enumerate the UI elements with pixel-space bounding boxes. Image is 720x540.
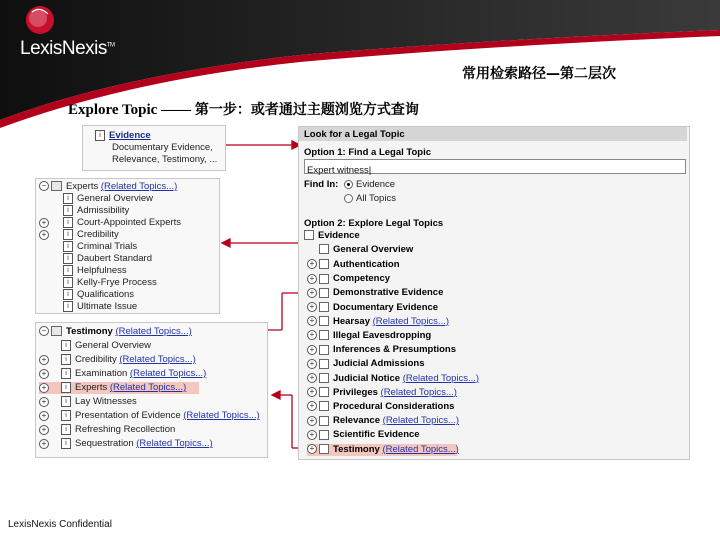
expand-icon[interactable]: +	[307, 330, 317, 340]
expand-icon[interactable]: +	[307, 316, 317, 326]
related-topics-link[interactable]: (Related Topics...)	[402, 372, 480, 384]
tree-item[interactable]	[39, 229, 119, 241]
tree-item-label: Relevance	[333, 415, 381, 427]
tree-item-label: Competency	[333, 273, 391, 285]
tree-item[interactable]	[39, 193, 153, 205]
tree-item-label: Inferences & Presumptions	[333, 344, 457, 356]
spacer	[39, 290, 49, 300]
footer-confidential: LexisNexis Confidential	[8, 519, 112, 530]
folder-icon	[51, 326, 62, 336]
tree-item-label: Authentication	[333, 259, 400, 270]
panel-heading: Look for a Legal Topic	[304, 129, 405, 140]
related-topics-link[interactable]: (Related Topics...)	[100, 181, 178, 192]
expand-icon[interactable]: +	[307, 430, 317, 440]
spacer	[39, 206, 49, 216]
checkbox-icon[interactable]	[319, 401, 329, 411]
folder-icon	[51, 181, 62, 191]
tree-item[interactable]	[39, 265, 127, 277]
collapse-icon[interactable]: −	[39, 181, 49, 191]
expand-icon[interactable]: +	[39, 230, 49, 240]
related-topics-link[interactable]: (Related Topics...)	[129, 368, 207, 380]
tree-item-label: Daubert Standard	[77, 253, 152, 265]
document-icon: i	[63, 301, 73, 312]
tree-item-label: Ultimate Issue	[77, 301, 138, 313]
document-icon: i	[63, 253, 73, 264]
checkbox-icon[interactable]	[319, 373, 329, 383]
tree-item[interactable]	[39, 217, 181, 229]
tree-item-label: Judicial Notice	[333, 372, 401, 384]
spacer	[39, 266, 49, 276]
tree-item[interactable]	[39, 396, 137, 408]
radio-evidence[interactable]: Evidence	[344, 179, 395, 191]
tree-item[interactable]	[307, 259, 400, 271]
testimony-tree-panel	[35, 322, 268, 458]
expand-icon[interactable]: +	[307, 274, 317, 284]
expand-icon[interactable]: +	[307, 401, 317, 411]
tree-item[interactable]	[39, 253, 152, 265]
evidence-link[interactable]: Evidence	[109, 130, 151, 142]
tree-item-label: Credibility	[75, 354, 117, 366]
expand-icon[interactable]: +	[307, 416, 317, 426]
checkbox-icon[interactable]	[319, 444, 329, 454]
summary-line-1: Documentary Evidence,	[112, 142, 213, 153]
radio-selected-icon[interactable]	[344, 180, 353, 189]
tree-item[interactable]	[307, 273, 390, 285]
legal-topic-panel	[298, 126, 690, 460]
expand-icon[interactable]: +	[307, 359, 317, 369]
tree-item[interactable]	[39, 301, 137, 313]
tree-item[interactable]	[39, 340, 151, 352]
topic-search-input[interactable]: Expert witness|	[304, 159, 686, 174]
checkbox-icon[interactable]	[319, 387, 329, 397]
checkbox-icon[interactable]	[319, 302, 329, 312]
collapse-icon[interactable]: −	[39, 326, 49, 336]
checkbox-icon[interactable]	[319, 274, 329, 284]
expand-icon[interactable]: +	[307, 302, 317, 312]
checkbox-icon[interactable]	[319, 359, 329, 369]
document-icon: i	[61, 382, 71, 393]
tree-item[interactable]	[307, 401, 454, 413]
subtitle: Explore Topic —— 第一步：或者通过主题浏览方式查询	[68, 102, 419, 118]
document-icon: i	[61, 424, 71, 435]
tree-root-testimony[interactable]: − Testimony (Related Topics...)	[39, 326, 192, 338]
checkbox-icon[interactable]	[319, 244, 329, 254]
tree-item[interactable]	[307, 358, 425, 370]
tree-item[interactable]	[39, 368, 206, 380]
tree-item-label: General Overview	[77, 193, 154, 205]
brand-name: LexisNexis™	[20, 38, 115, 59]
related-topics-link[interactable]: (Related Topics...)	[380, 386, 457, 398]
tree-item-label: Privileges	[333, 386, 378, 398]
spacer	[39, 242, 49, 252]
tree-item[interactable]	[39, 382, 199, 394]
checkbox-icon[interactable]	[319, 330, 329, 340]
related-topics-link[interactable]: (Related Topics...)	[183, 410, 260, 422]
checkbox-icon[interactable]	[319, 430, 329, 440]
expand-icon[interactable]: +	[307, 373, 317, 383]
tree-item-label: Scientific Evidence	[333, 429, 420, 441]
checkbox-icon[interactable]	[319, 416, 329, 426]
expand-icon[interactable]: +	[39, 369, 49, 379]
summary-line-2: Relevance, Testimony, ...	[112, 154, 218, 165]
tree-item-label: Documentary Evidence	[333, 301, 439, 313]
tree-item-label: Demonstrative Evidence	[333, 287, 444, 299]
tree-item[interactable]	[307, 444, 457, 456]
spacer	[39, 194, 49, 204]
tree-item-label: Procedural Considerations	[333, 401, 455, 412]
tree-item[interactable]	[307, 316, 449, 328]
tree-item-label: Refreshing Recollection	[75, 424, 176, 436]
checkbox-icon[interactable]	[319, 288, 329, 298]
expand-icon[interactable]: +	[39, 439, 49, 449]
document-icon: i	[63, 193, 73, 204]
tree-item[interactable]	[307, 302, 438, 314]
tree-item-label: Admissibility	[77, 205, 130, 217]
tree-item-label: General Overview	[75, 340, 152, 352]
checkbox-icon[interactable]	[319, 316, 329, 326]
tree-item-label: Examination	[75, 368, 128, 380]
expand-icon[interactable]: +	[307, 444, 317, 454]
related-topics-link[interactable]: (Related Topics...)	[115, 326, 192, 337]
expand-icon[interactable]: +	[39, 218, 49, 228]
tree-item[interactable]	[307, 330, 431, 342]
related-topics-link[interactable]: (Related Topics...)	[372, 315, 450, 327]
document-icon: i	[61, 396, 71, 407]
document-icon: i	[63, 205, 73, 216]
expand-icon[interactable]: +	[39, 355, 49, 365]
expand-icon[interactable]: +	[39, 397, 49, 407]
document-icon: i	[63, 265, 73, 276]
document-icon: i	[63, 217, 73, 228]
tree-item[interactable]	[307, 287, 443, 299]
document-icon: i	[61, 354, 71, 365]
document-icon: i	[61, 340, 71, 351]
slide-title: 常用检索路径—第二层次	[462, 66, 616, 82]
document-icon: i	[63, 229, 73, 240]
tree-item-label: Judicial Admissions	[333, 358, 425, 370]
tree-root-experts[interactable]: − Experts (Related Topics...)	[39, 181, 177, 193]
tree-item-label: Lay Witnesses	[75, 396, 137, 408]
tree-item[interactable]	[39, 438, 213, 450]
document-icon: i	[95, 130, 105, 141]
expand-icon[interactable]: +	[39, 425, 49, 435]
expand-icon[interactable]: +	[307, 345, 317, 355]
experts-tree-panel	[35, 178, 220, 314]
expand-icon[interactable]: +	[307, 387, 317, 397]
tree-item-label: Helpfulness	[77, 265, 127, 277]
related-topics-link[interactable]: (Related Topics...)	[119, 354, 196, 366]
document-icon: i	[61, 438, 71, 449]
tree-item-label: Sequestration	[75, 438, 134, 450]
tree-item[interactable]	[39, 241, 137, 253]
document-icon: i	[63, 277, 73, 288]
checkbox-icon[interactable]	[319, 259, 329, 269]
related-topics-link[interactable]: (Related Topics...)	[109, 382, 187, 394]
tree-item-label: Presentation of Evidence	[75, 410, 181, 422]
tree-item-label: Qualifications	[77, 289, 135, 301]
radio-all-topics[interactable]: All Topics	[344, 193, 396, 205]
document-icon: i	[61, 368, 71, 379]
radio-unselected-icon[interactable]	[344, 194, 353, 203]
option1-label: Option 1: Find a Legal Topic	[304, 147, 432, 158]
tree-item-label: Court-Appointed Experts	[77, 217, 182, 229]
tree-item[interactable]	[39, 410, 260, 422]
tree-item[interactable]	[39, 424, 175, 436]
tree-item-label: Kelly-Frye Process	[77, 277, 157, 289]
tree-item-label: Credibility	[77, 229, 119, 241]
tree-item[interactable]	[307, 344, 456, 356]
tree-item-label: Testimony	[333, 443, 380, 455]
find-in-label: Find In:	[304, 179, 339, 190]
related-topics-link[interactable]: (Related Topics...)	[382, 443, 459, 455]
document-icon: i	[61, 410, 71, 421]
tree-item[interactable]	[39, 289, 134, 301]
tree-item[interactable]	[39, 277, 157, 289]
spacer	[39, 341, 49, 351]
expand-icon[interactable]: +	[39, 411, 49, 421]
tree-item[interactable]	[307, 415, 459, 427]
checkbox-icon[interactable]	[304, 230, 314, 240]
tree-item[interactable]	[307, 373, 479, 385]
tree-item-label: Criminal Trials	[77, 241, 138, 253]
tree-item[interactable]	[307, 387, 457, 399]
related-topics-link[interactable]: (Related Topics...)	[136, 438, 213, 450]
spacer	[39, 302, 49, 312]
option2-label: Option 2: Explore Legal Topics	[304, 218, 444, 229]
spacer	[39, 278, 49, 288]
tree-item[interactable]	[39, 354, 196, 366]
tree-item[interactable]	[307, 429, 420, 441]
evidence-summary-panel	[82, 125, 226, 171]
tree-root-evidence[interactable]: Evidence	[304, 230, 360, 242]
tree-item-label: Hearsay	[333, 315, 370, 327]
expand-icon[interactable]: +	[307, 288, 317, 298]
tree-item-general-overview[interactable]: General Overview	[319, 244, 413, 256]
tree-item-label: Illegal Eavesdropping	[333, 330, 432, 341]
document-icon: i	[63, 241, 73, 252]
document-icon: i	[63, 289, 73, 300]
expand-icon[interactable]: +	[39, 383, 49, 393]
spacer	[39, 254, 49, 264]
checkbox-icon[interactable]	[319, 345, 329, 355]
tree-item-label: Experts	[75, 382, 108, 394]
expand-icon[interactable]: +	[307, 259, 317, 269]
related-topics-link[interactable]: (Related Topics...)	[382, 415, 460, 427]
tree-item[interactable]	[39, 205, 129, 217]
